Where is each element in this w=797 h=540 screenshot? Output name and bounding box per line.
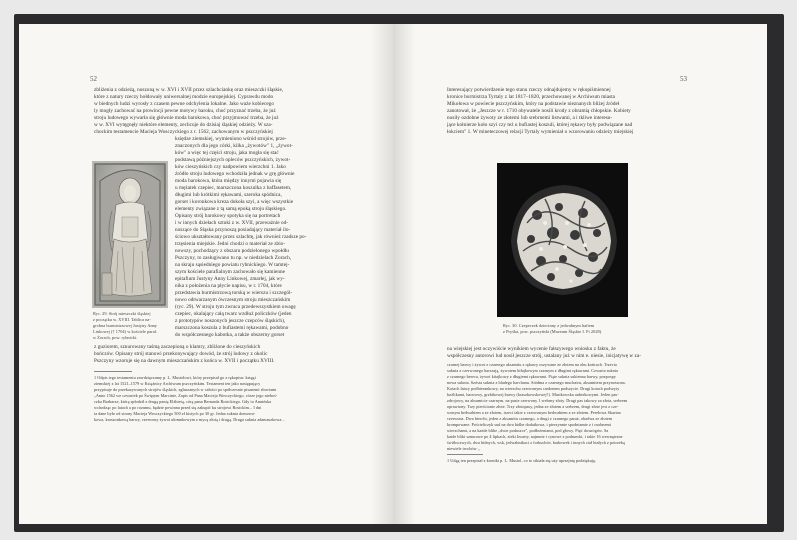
footnote-line: zdrojowy, na aksamicie czarnym, na pasie czerwony 1 srebrny złoty. Drugi pas takowy za złota, srebrem <box>447 398 628 403</box>
epitaph-relief-image <box>92 161 168 308</box>
text-line: zanotował, że „Jeszcze w r. 1710 obywatele nosili krody z obramią chłopskie. Kobiety <box>447 108 631 114</box>
text-line: współczesny autorowi lud nosił jeszcze strój, ustalany już w nim e. niesie, inicjatywę w za- <box>447 353 642 359</box>
text-line: Pszczyny, to zasługiwano tu np. w niedzielach Żorach, <box>175 255 292 261</box>
gutter-shadow <box>393 24 415 524</box>
footnote-line: wonym bedwabiem a ze złotem, trzeci takie z czerwonym bedwabiem a ze złotem. Perełowa Skarina <box>447 410 621 415</box>
text-line: które z natury rzeczy hołdowały uniwersalnej modzie europejskiej. Cyprawdu modo <box>94 94 274 100</box>
text-line: z guziorem, sznurowany taśmą zaczepioną o klamry, zbliżone do cieszyńskich <box>94 344 261 350</box>
footnote-line: świtłoczwych, dwa bidnych, wsk, jedwabnikaci z forkuchóv, barkowek i innych ciał białych z potrzebą <box>447 440 625 445</box>
text-line: noszące do Śląska przynoszą posiadający materiał ilo- <box>175 227 291 233</box>
text-line: (ryc. 29). W stroju tym zwraca przedewszystkiem uwagę <box>175 304 296 310</box>
text-line: ly mogły zachować na prowincji pewne motywy baroku, choć przyznać trzeba, że już <box>94 108 276 114</box>
footnote-line: 1 Udąg ten przepisał z kroniki p. L. Musiol, co to sikiała się uży uprzejnię podziękuję. <box>447 458 596 463</box>
footnote-line: Kotach łatwy podbierankowy, na wierzchu czerwonym cardonem podszycie. Drugi kotach podszyty <box>447 386 620 391</box>
text-line: epitafium Justyny Anny Linkowej, zmarłej, jak wy- <box>175 276 285 282</box>
page-number: 52 <box>90 75 97 83</box>
left-page <box>19 24 393 524</box>
text-line: u mężatek czepiec, marszczona koszulka z baffasetem, <box>175 185 292 191</box>
text-line: w w. XVI wytęgnęły niektóre elementy, zechcuje do dzisiaj śląskiej odzieży. W sza- <box>94 122 273 128</box>
text-line: i w innych dziełach sztuki z w. XVII, przeważnie od- <box>175 220 289 226</box>
text-line: Interesujący potwierdzenie tego stanu rzeczy odnajdujemy w rękopiśmiennej <box>447 87 611 93</box>
text-line: na skraju sąsiedniego powiatu rybnickiego. W tamtej- <box>175 262 290 268</box>
footnote-line: czarnej barwy i żywot z czarnego aksamitu z rękawy oszywane ze złotem na obu końcach. Trzecia <box>447 362 617 367</box>
text-line: moda barokowa, która między innymi pojawia się <box>175 178 282 184</box>
footnote-line: czerwona. Dwa bierchi, jeden z aksamitu czarnego, a drugi z czarnego paraż, obadwa ze złotem <box>447 416 613 421</box>
text-line: łokciem" 1. W mineteczowej relacji Tyrtaly wymieniał o wzorowaniu odzieży miejskiej <box>447 129 634 135</box>
text-line: ściowo ukształtowany przez szlachtę, jak również rzadsze po- <box>175 234 307 240</box>
text-line: długimi lub krótkimi rękawami, szeroka spódnica, <box>175 192 282 198</box>
text-line: z prototypów noszonych jeszcze czepców śląskich), <box>175 318 286 324</box>
figure-caption-line: Ryc. 30. Czepeczek dziecinny z jedwabnym haftem <box>503 323 595 328</box>
footnote-line: przypisuje do przekazywanych strojów śląskich, zgłaszanych w całości po spółczesnie pisanemi słowiami <box>94 387 277 392</box>
footnote-line: kowa, kraszonkową barwy, czerwony żywot ułomnkowym z mycą złotą i drugą. Druga suknia adamaszkowa... <box>94 417 285 422</box>
text-line: do współczesnego kabotka, a także obszerny gorset <box>175 332 285 338</box>
text-line: jące kołnierze koło szyi czy też u bufiastej koszuli, której rękawy były podwiązane nad <box>447 122 633 128</box>
text-line: trzęsienia miejskie. Jedni chodzi o materiał ze zbio- <box>175 241 286 247</box>
text-line: nosiły ozdobne żywoty ze złotemi lub srebrnemi listwami, a i tkliwe interesu- <box>447 115 613 121</box>
footnote-line: wierzchami, a na każde blthe „dwie poduszce", podłożeniami, pod głowy. Pięć dwurógów. Sa <box>447 428 609 433</box>
footnote-line: wchodząc po latach a po rozumu, będzie powinna przed się zakupić ku strojowi Rosickim... I dni <box>94 405 262 410</box>
footnote-line: „Anno 1562 we czwartek po Świętym Marcinie, Zapis od Pana Macieja Wosczyckiego, córze jego nieboś- <box>94 393 278 398</box>
text-line: gorset i koronkowa kreza dokoła szyi, a więc wszystkie <box>175 199 294 205</box>
footnote-line: kożlikami, barwowy, grzbikowej barwy (kraszkowskowej?). Mastkowska auberkowymi. Jeden pas- <box>447 392 619 397</box>
text-line: nowo odtwarzanym ówczesnym stroju mieszczańskim <box>175 297 291 303</box>
text-line: ków cieszyńskich czy nadpowiem wierzchni 1. Jako <box>175 164 286 170</box>
page-number: 53 <box>680 75 687 83</box>
footnote-line: z czarnego bereca, żywot kitajkowy z długiemi rękawami. Piąte suknia sukienna barwy, pozpospy <box>447 374 616 379</box>
text-line: podstawą późniejszych opleców pszczyńskich, żywot- <box>175 157 291 163</box>
text-line: w biednych ludzi wyrosły z czasem pewne odchylenia lokalne. Jako waże kobiecego <box>94 101 274 107</box>
bonnet-photo-image <box>497 163 628 317</box>
footnote-line: niewiele trochów „ <box>447 446 480 451</box>
text-line: nowszy, pochodzący z obszaru podzielonego wpołdłu <box>175 248 289 254</box>
text-line: marszczona koszula z bufiastemi rękawami, podobno <box>175 325 289 331</box>
footnote-rule <box>94 371 132 372</box>
footnote-line: oprawiony. Trzy pierścionie złote. Trzy złotopasy, jedna ze złotem a srebrem, drugi złote jest z cze- <box>447 404 619 409</box>
text-line: bończów. Opisany strój stanowi przekonywujący dowód, że strój ludowy z okolic <box>94 351 268 357</box>
figure-caption-line: grobna burmistrzowej Justyny Anny <box>93 323 158 328</box>
text-line: chockim testamencie Macieja Wosczyckiego z r. 1562, zachowanym w pszczyńskiej <box>94 129 273 135</box>
figure-caption-line: Linkowej († 1704) w kościele paraf. <box>93 329 158 334</box>
footnote-rule <box>447 454 483 455</box>
text-line: Opisany strój barokowy spotyka się na portretach <box>175 213 281 219</box>
footnote-line: czka Barbarze, którą spłodził z drugą panią Elżbietą, córą pana Bernarda Rosickiego. Gdy to Annińska <box>94 399 272 404</box>
footnote-line: 1 Odpis tego testamentu zawdzięczamy p. L. Musiołowi, który przepisał go z rękopisu: księgi <box>94 375 256 380</box>
figure-caption-line: Ryc. 29. Strój mieszczki śląskiej <box>93 311 151 316</box>
footnote-line: ta dane było od strony Macieja Wosczyckiego 500 zł kistych po 30 gr. Jedna suknia domowa- <box>94 411 256 416</box>
footnote-line: nowa suknia. Szósta suknia z bladego barchanu. Siódma z czarnego muchairu, aksamitem przynoszona. <box>447 380 626 385</box>
text-line: Pszczyny wzoruje się na dawnym mieszczańskim z końca w. XVII i początku XVIII. <box>94 358 275 364</box>
text-line: czepiec, okalający całą twarz wzdłuż policzków (jeden <box>175 311 292 317</box>
figure-caption-line: w Żorach, pow. rybnicki. <box>93 335 138 340</box>
footnote-line: ziemskiej z lat 1521–1579 w Książnicy Archiwum pszczyńskim. Testament ten jako następujący <box>94 381 261 386</box>
text-line: źródło stroju ludowego wchodziła jednak w grę głównie <box>175 171 295 177</box>
right-page <box>393 24 767 524</box>
footnote-line: kaide bliki sznurowe po 4 lipkach, zieki kwarty, najmnie i cynowe z podnawki, i takie 16 wewnętrzne <box>447 434 623 439</box>
text-line: księdze ziemskiej, wymieniono wśród strojów, prze- <box>175 136 287 142</box>
footnote-line: krompowane. Pościeliczyk sud na dwa bidhe dodatkowa, i pierzynnie spodniamie z i osobnemi <box>447 422 612 427</box>
text-line: znaczonych dla jego córki, kilka „żywotów" 1, „żywot- <box>175 143 293 149</box>
text-line: elementy związane z tą samą epoką stroju śląskiego. <box>175 206 287 212</box>
footnote-line: suknia z czerwonego barszają, żywotem biłajkowym czarnym z długimi rękawami. Czwarta suknia <box>447 368 618 373</box>
text-line: szym kościele parafialnym zachowało się kamienne <box>175 269 285 275</box>
text-line: ków" a więc tej części stroju, jaka mogła się stać <box>175 150 279 156</box>
text-line: nika z położenia na płycie napisu, w r. 1704, które <box>175 283 282 289</box>
figure-caption-line: z początku w. XVIII. Tablica na- <box>93 317 151 322</box>
figure-caption-line: z Pryśka, pow. pszczyński (Muzeum Śląskie I. Fi 2028). <box>503 329 603 334</box>
figure-embroidered-bonnet <box>497 163 628 317</box>
text-line: na wiejskiej jest oczywiście wynikiem wycenie fałszywego wniosku z faktu, że <box>447 346 616 352</box>
figure-epitaph <box>92 161 168 308</box>
text-line: kronice burmistrza Tyrtaly z lat 1817–1820, przechowanej w Archiwum miasta <box>447 94 616 100</box>
text-line: przedstawia burmistrzową torską w wierszu i szczegól- <box>175 290 293 296</box>
text-line: stroju ludowego wywarła się głównie moda barokowa, choć przyjmować trzeba, że już <box>94 115 279 121</box>
text-line: Mikołowa w powiecie pszczyńskim, który na podstawie nieznanych bliżej źródeł <box>447 101 620 107</box>
text-line: zbliżenia z odzieżą, noszoną w w. XVI i XVII przez szlachciankę oraz mieszczki śląskie, <box>94 87 284 93</box>
